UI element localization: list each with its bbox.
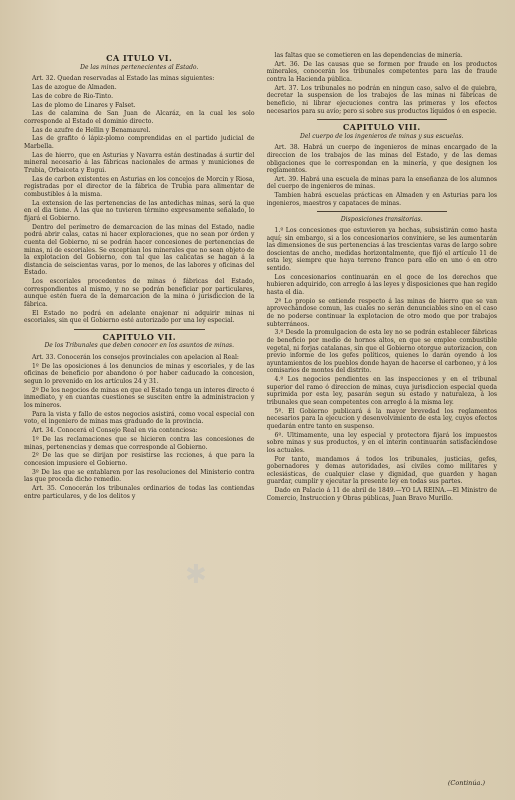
paragraph: Las de hierro, que en Asturias y Navarra están destinadas á surtir del mineral necesario á las fábricas nacionales de armas y municiones de Trubia, Orbaiceta y Eugui.	[24, 151, 255, 175]
paragraph: Art. 32. Quedan reservadas al Estado las minas siguientes:	[32, 75, 215, 83]
paragraph: Las de azogue de Almaden.	[32, 83, 117, 91]
chapter-vi-title: CA ITULO VI.	[106, 53, 173, 63]
watermark-logo-icon: ✱	[185, 560, 207, 590]
paragraph: 2º Lo propio se entiende respecto á las minas de hierro que se van aprovechándose comun, las cuales no serán denunciables sino en el caso de no poderse continuar la explotacion de otro modo que por trabajos subterráneos.	[266, 297, 497, 328]
paragraph: Tambien habrá escuelas prácticas en Almaden y en Asturias para los ingenieros, maestros y capataces de minas.	[266, 192, 497, 207]
right-column	[267, 52, 498, 782]
paragraph: Dado en Palacio á 11 de abril de 1849.—YO LA REINA.—El Ministro de Comercio, Instruccion y Obras públicas, Juan Bravo Murillo.	[266, 487, 497, 502]
chapter-viii-subtitle: Del cuerpo de los ingenieros de minas y sus escuelas.	[300, 132, 464, 140]
left-column	[24, 52, 255, 782]
paragraph: 3º De las que se entablaren por las resoluciones del Ministerio contra las que proceda dicho remedio.	[24, 468, 255, 484]
paragraph: 1º De las oposiciones á los denuncios de minas y escoriales, y de las oficinas de beneficio por abandono ó por haber caducado la concesion, segun lo prevenido en los artículos 24 y 31.	[24, 362, 255, 385]
paragraph: 5º. El Gobierno publicará á la mayor brevedad los reglamentos necesarios para la ejecucion y desenvolvimiento de esta ley, cuyos efectos quedarán entre tanto en suspenso.	[266, 407, 497, 430]
divider	[317, 211, 448, 212]
paragraph: El Estado no podrá en adelante enajenar ni adquirir minas ni escoriales, sin que el Gobierno esté autorizado por una ley especial.	[24, 309, 255, 325]
paragraph: Las de calamina de San Juan de Alcaráz, en la cual les solo corresponde al Estado el dominio directo.	[24, 110, 255, 125]
paragraph: Art. 39. Habrá una escuela de minas para la enseñanza de los alumnos del cuerpo de ingenieros de minas.	[266, 175, 497, 191]
paragraph: Art. 34. Conocerá el Consejo Real en via contenciosa:	[32, 427, 198, 435]
chapter-vii-body	[24, 354, 255, 500]
paragraph: Dentro del perímetro de demarcacion de las minas del Estado, nadie podrá abrir calas, catas ni hacer exploraciones, que no sean por órden y cuenta del Gobierno, ni se podrán hacer concesiones de pertenencias de minas, ni de escoriales. Se exceptúan los minerales que no sean objeto de la explotacion del Gobierno, con tal que las calicatas se hagan á la distancia de seiscientas varas, por lo menos, de las labores y oficinas del Estado.	[24, 223, 255, 277]
paragraph: 4.º Los negocios pendientes en las inspecciones y en el tribunal superior del ramo ó direccion de minas, cuya jurisdiccion especial queda suprimida por esta ley, pasarán segun su estado y naturaleza, á los tribunales que sean competentes con arreglo á la misma ley.	[266, 376, 497, 406]
transitional-provisions-body	[267, 227, 498, 502]
chapter-vi-body	[24, 75, 255, 325]
paragraph: Art. 35. Conocerán los tribunales ordinarios de todas las contiendas entre particulares, y de los delitos y	[24, 485, 255, 500]
continued-note: (Continúa.)	[447, 779, 485, 787]
chapter-viii-body	[267, 144, 498, 207]
transitional-provisions-title: Disposiciones transitorias.	[340, 216, 423, 224]
paragraph: 1.º Los concesiones que estuvieren ya hechas, subsistirán como hasta aquí; sin embargo, si a los concesionarios conviniere, se les aumentarán las dimensiones de sus pertenencias á las trescientas varas de largo sobre doscientas de ancho, medidas horizontalmente, que fijó el artículo 11 de esta ley, siempre que haya terreno franco para ello en uno ó en otro sentido.	[266, 227, 497, 272]
chapter-vii-continued-body	[267, 52, 498, 115]
divider	[74, 329, 205, 330]
paragraph: Por tanto, mandamos á todos los tribunales, justicias, gefes, gobernadores y demas autoridades, así civiles como militares y eclesiásticas, de cualquier clase y dignidad, que guarden y hagan guardar, cumplir y ejecutar la presente ley en todas sus partes.	[266, 455, 497, 486]
paragraph: Art. 38. Habrá un cuerpo de ingenieros de minas encargado de la direccion de los trabajos de las minas del Estado, y de las demas obligaciones que le correspondan en la minería, y que designen los reglamentos.	[266, 144, 497, 175]
paragraph: Art. 36. De las causas que se formen por fraude en los productos minerales, conocerán los tribunales competentes para las de fraude contra la Hacienda pública.	[266, 60, 497, 83]
paragraph: 2º De las que se dirijan por resistirse las rcciones, á que para la concesion impusiere el Gobierno.	[24, 452, 255, 467]
paragraph: Las de plomo de Linares y Falset.	[32, 101, 136, 109]
paragraph: Los escoriales procedentes de minas ó fábricas del Estado, correspondientes al mismo, y no se podrán beneficiar por particulares, aunque estén fuera de la demarcacion de la mina ó jurisdiccion de la fábrica.	[24, 278, 255, 308]
paragraph: La extension de las pertenencias de las antedichas minas, será la que en el dia tiene. Á las que no tuvieren término expresamente señalado, lo fijará el Gobierno.	[24, 199, 255, 222]
divider	[317, 119, 448, 120]
paragraph: 2º De los negocios de minas en que el Estado tenga un interes directo é inmediato, y en cuantas cuestiones se susciten entre la administracion y los mineros.	[24, 386, 255, 409]
paragraph: Los concesionarios continuarán en el goce de los derechos que hubieren adquirido, con arreglo á las leyes y disposiciones que han regido hasta el dia.	[266, 273, 497, 296]
chapter-viii-title: CAPITULO VIII.	[342, 122, 421, 133]
paragraph: 1º De las reclamaciones que se hicieren contra las concesiones de minas, pertenencias y demas que corresponde al Gobierno.	[24, 435, 255, 451]
paragraph: Las de cobre de Rio-Tinto.	[32, 92, 114, 100]
paragraph: Las de carbon existentes en Asturias en los concejos de Morcin y Riosa, registradas por el director de la fábrica de Trubia para alimentar de combustibles á la misma.	[24, 175, 255, 198]
chapter-vii-title: CAPITULO VII.	[102, 331, 177, 342]
chapter-vii-subtitle: De los Tribunales que deben conocer en los asuntos de minas.	[44, 342, 235, 350]
paragraph: Para la vista y fallo de estos negocios asistirá, como vocal especial con voto, el ingeniero de minas mas graduado de la provincia.	[24, 410, 255, 426]
chapter-vi-subtitle: De las minas pertenecientes al Estado.	[80, 63, 199, 71]
paragraph: las faltas que se cometieren en las dependencias de minería.	[274, 52, 463, 59]
paragraph: Las de grafito ó lápiz-plomo comprendidas en el partido judicial de Marbella.	[24, 135, 255, 151]
paragraph: Art. 37. Los tribunales no podrán en ningun caso, salvo el de quiebra, decretar la suspension de los trabajos de las minas ni fábricas de beneficio, ni librar ejecuciones contra las primeras y los efectos necesarios para su avío; pero si sobre sus productos líquidos ó en especie.	[266, 84, 497, 115]
paragraph: Las de azufre de Hellin y Benamaurel.	[32, 126, 151, 134]
paragraph: Art. 33. Conocerán los consejos provinciales con apelacion al Real:	[32, 354, 239, 362]
paragraph: 6º. Ultimamente, una ley especial y protectora fijará los impuestos sobre minas y sus productos, y en el interin continuarán satisfaciéndose los actuales.	[266, 431, 497, 454]
paragraph: 3.º Desde la promulgacion de esta ley no se podrán establecer fábricas de beneficio por medio de hornos altos, en que se emplee combustible vegetal, ni forjas catalanas, sin que el Gobierno otorgue autorizacion, con previo informe de los gefes políticos, quienes lo darán oyendo á los ayuntamientos de los pueblos donde hayan de hacerse el carboneo, y á los comisarios de montes del distrito.	[266, 329, 497, 375]
